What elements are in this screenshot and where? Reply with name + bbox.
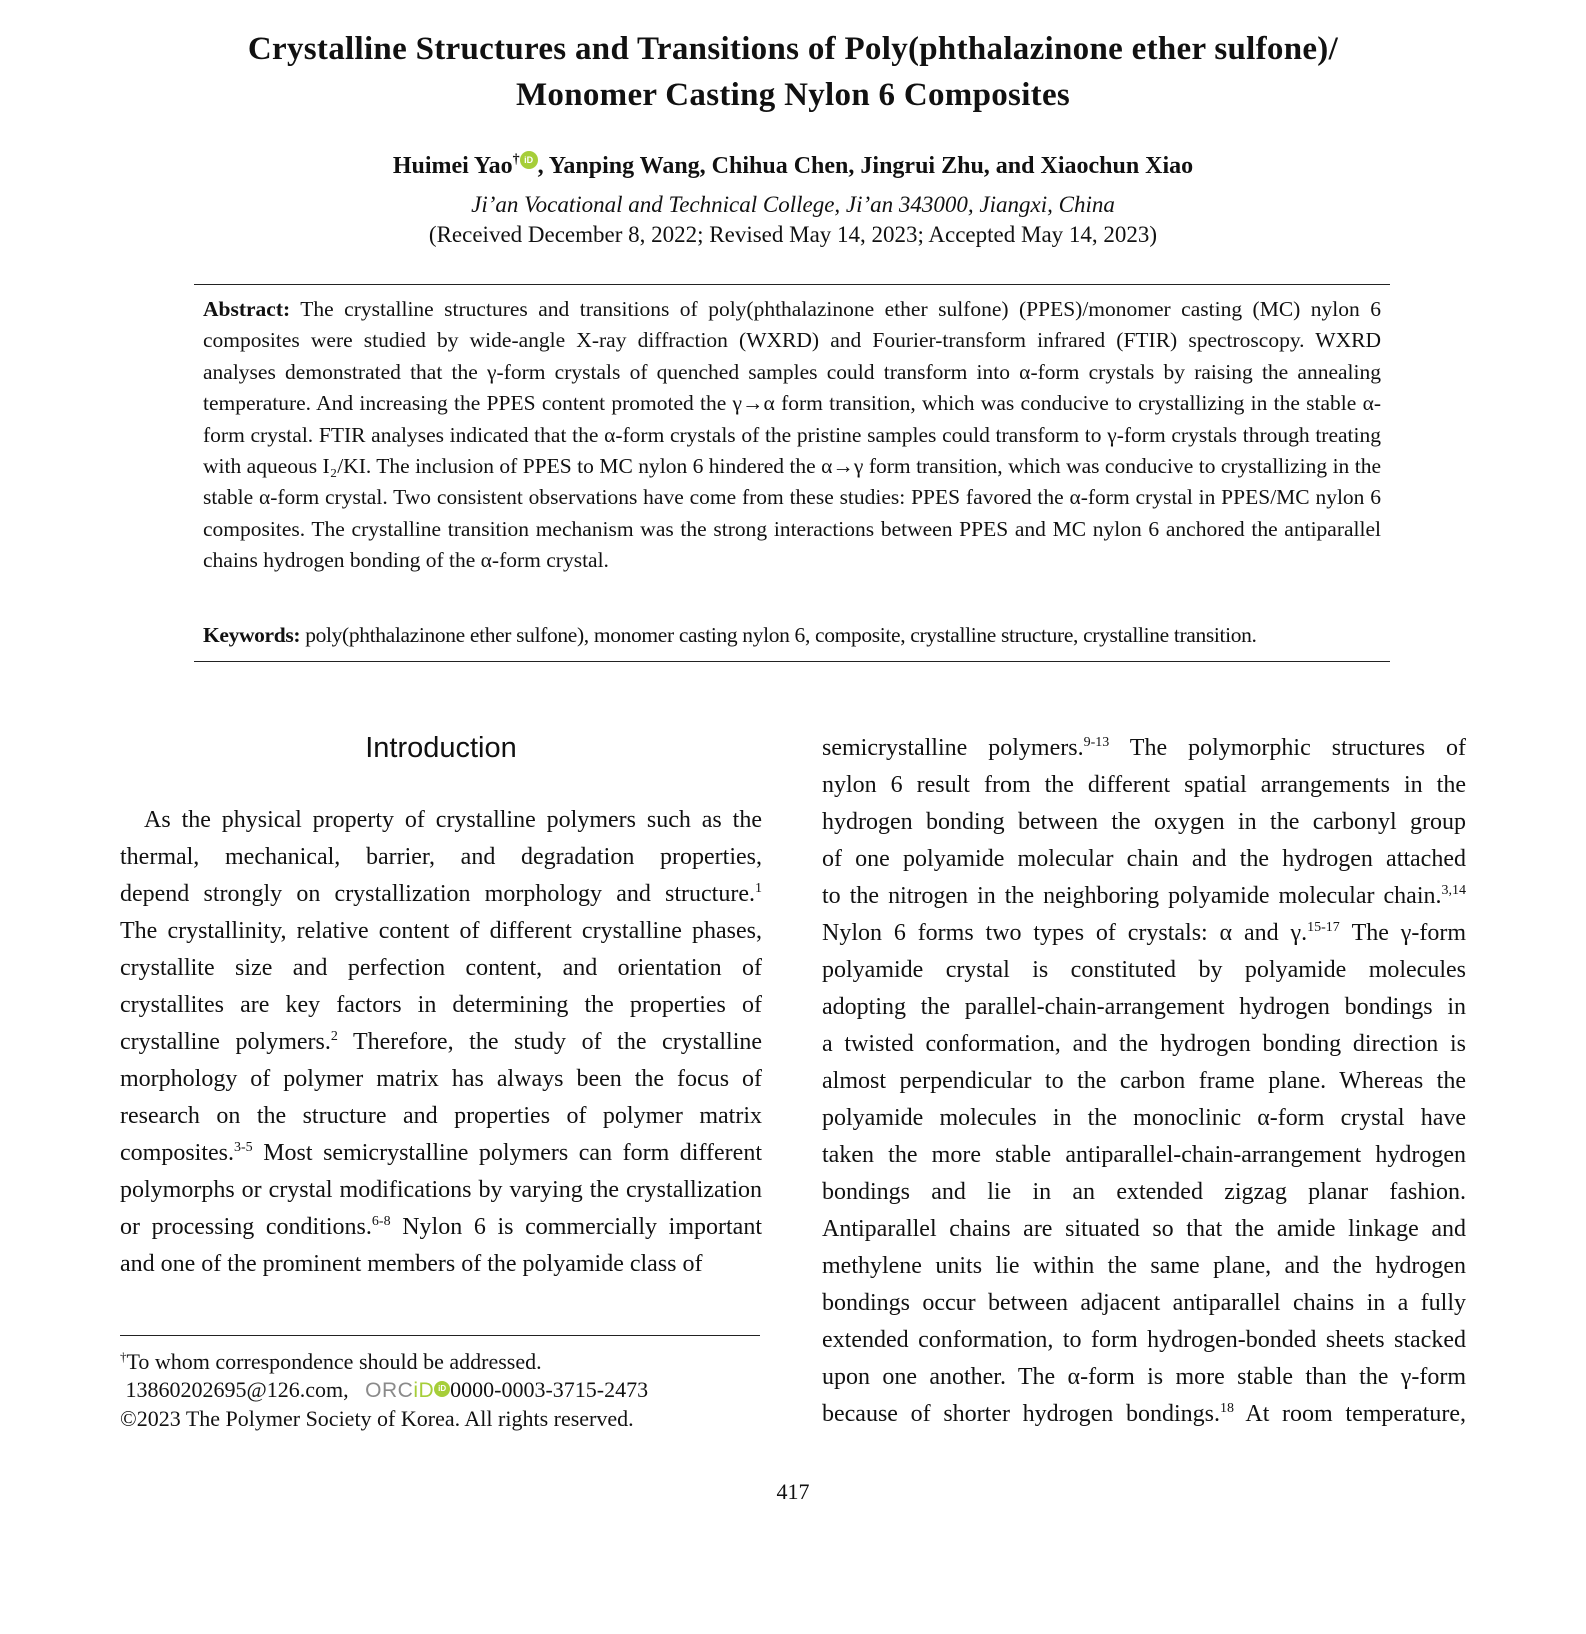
text-segment: bondings and lie in an extended zigzag planar fashion. bbox=[822, 1179, 1466, 1205]
text-segment: Antiparallel chains are situated so that the amide linkage and bbox=[822, 1216, 1466, 1242]
keywords-text: poly(phthalazinone ether sulfone), monomer casting nylon 6, composite, crystalline structure, crystalline transition. bbox=[305, 623, 1257, 647]
text-segment: of one polyamide molecular chain and the hydrogen attached bbox=[822, 846, 1466, 872]
footnote-rule bbox=[120, 1335, 760, 1336]
orcid-logo bbox=[365, 1379, 434, 1402]
paper-title-line-2: Monomer Casting Nylon 6 Composites bbox=[515, 77, 1071, 113]
text-line bbox=[120, 1135, 762, 1172]
orcid-logo-id: iD bbox=[413, 1379, 435, 1402]
text-segment: bondings occur between adjacent antiparallel chains in a fully bbox=[822, 1290, 1466, 1316]
text-line bbox=[120, 1172, 762, 1209]
text-segment: research on the structure and properties of polymer matrix bbox=[120, 1103, 762, 1129]
text-segment: polyamide molecules in the monoclinic α-form crystal have bbox=[822, 1105, 1466, 1131]
text-line bbox=[822, 1174, 1466, 1211]
orcid-icon-footnote[interactable]: iD bbox=[434, 1381, 450, 1397]
citation-ref[interactable]: 6-8 bbox=[371, 1214, 391, 1229]
text-segment: because of shorter hydrogen bondings. bbox=[822, 1401, 1220, 1427]
text-segment: upon one another. The α-form is more stable than the γ-form bbox=[822, 1364, 1466, 1390]
text-segment: The crystallinity, relative content of different crystalline phases, bbox=[120, 918, 762, 944]
text-line bbox=[822, 767, 1466, 804]
right-column-text bbox=[822, 730, 1466, 1433]
page-number: 417 bbox=[776, 1479, 810, 1504]
keywords-label: Keywords: bbox=[203, 623, 301, 647]
keywords bbox=[203, 620, 1388, 650]
abstract-top-rule bbox=[194, 284, 1390, 285]
text-segment: a twisted conformation, and the hydrogen bonding direction is bbox=[822, 1031, 1466, 1057]
text-segment: The polymorphic structures of bbox=[1109, 735, 1467, 761]
corresponding-mark: † bbox=[512, 152, 520, 167]
text-line bbox=[120, 876, 762, 913]
footnote-copyright: ©2023 The Polymer Society of Korea. All rights reserved. bbox=[120, 1406, 634, 1431]
footnote-mark: † bbox=[120, 1349, 127, 1364]
text-segment: crystalline polymers. bbox=[120, 1029, 331, 1055]
text-segment: semicrystalline polymers. bbox=[822, 735, 1084, 761]
text-segment: polymorphs or crystal modifications by varying the crystallization bbox=[120, 1177, 762, 1203]
text-segment: Therefore, the study of the crystalline bbox=[337, 1029, 763, 1055]
abstract-label: Abstract: bbox=[203, 297, 291, 321]
left-column-text bbox=[120, 802, 762, 1283]
text-segment: nylon 6 result from the different spatial arrangements in the bbox=[822, 772, 1466, 798]
text-line bbox=[822, 1396, 1466, 1433]
text-line bbox=[120, 950, 762, 987]
citation-ref[interactable]: 3-5 bbox=[234, 1140, 253, 1155]
abstract-bottom-rule bbox=[194, 661, 1390, 662]
text-line bbox=[822, 1063, 1466, 1100]
text-line bbox=[822, 1211, 1466, 1248]
text-segment: almost perpendicular to the carbon frame plane. Whereas the bbox=[822, 1068, 1466, 1094]
text-line bbox=[822, 730, 1466, 767]
paper-title bbox=[0, 26, 1586, 118]
text-segment: Nylon 6 is commercially important bbox=[390, 1214, 763, 1240]
citation-ref[interactable]: 15-17 bbox=[1307, 920, 1340, 935]
text-line bbox=[120, 987, 762, 1024]
text-segment: As the physical property of crystalline polymers such as the bbox=[144, 807, 762, 833]
orcid-icon[interactable]: iD bbox=[520, 151, 538, 169]
text-line bbox=[822, 878, 1466, 915]
text-line bbox=[822, 915, 1466, 952]
text-line bbox=[822, 1248, 1466, 1285]
text-line bbox=[120, 913, 762, 950]
text-segment: hydrogen bonding between the oxygen in the carbonyl group bbox=[822, 809, 1466, 835]
orcid-logo-text: ORC bbox=[365, 1379, 414, 1402]
text-segment: to the nitrogen in the neighboring polyamide molecular chain. bbox=[822, 883, 1442, 909]
text-line bbox=[822, 952, 1466, 989]
received-dates: (Received December 8, 2022; Revised May 14, 2023; Accepted May 14, 2023) bbox=[428, 222, 1158, 247]
text-segment: The γ-form bbox=[1339, 920, 1467, 946]
affiliation: Ji’an Vocational and Technical College, Ji’an 343000, Jiangxi, China bbox=[471, 192, 1115, 217]
citation-ref[interactable]: 18 bbox=[1220, 1401, 1234, 1416]
text-line bbox=[822, 1137, 1466, 1174]
paper-title-line-1: Crystalline Structures and Transitions of Poly(phthalazinone ether sulfone)/ bbox=[247, 31, 1339, 67]
section-heading-introduction: Introduction bbox=[365, 732, 517, 764]
text-line bbox=[822, 1322, 1466, 1359]
text-segment: depend strongly on crystallization morphology and structure. bbox=[120, 881, 755, 907]
text-line bbox=[822, 1359, 1466, 1396]
text-line bbox=[822, 804, 1466, 841]
text-line bbox=[822, 1026, 1466, 1063]
author-list bbox=[0, 150, 1586, 182]
text-segment: Most semicrystalline polymers can form different bbox=[252, 1140, 762, 1166]
text-segment: crystallite size and perfection content, and orientation of bbox=[120, 955, 762, 981]
text-segment: polyamide crystal is constituted by polyamide molecules bbox=[822, 957, 1466, 983]
text-line bbox=[120, 1209, 762, 1246]
text-line bbox=[120, 1246, 762, 1283]
footnote-orcid-id[interactable]: 0000-0003-3715-2473 bbox=[450, 1377, 649, 1402]
text-segment: taken the more stable antiparallel-chain-arrangement hydrogen bbox=[822, 1142, 1466, 1168]
author-first: Huimei Yao bbox=[392, 153, 513, 179]
footnote-email[interactable]: 13860202695@126.com, bbox=[125, 1377, 349, 1402]
footnote bbox=[120, 1348, 780, 1433]
footnote-correspondence: To whom correspondence should be addressed. bbox=[126, 1349, 542, 1374]
citation-ref[interactable]: 9-13 bbox=[1083, 735, 1110, 750]
abstract-text: The crystalline structures and transitions of poly(phthalazinone ether sulfone) (PPES)/monomer casting (MC) nylon 6 composites were studied by wide-angle X-ray diffraction (WXRD) and Fourier-transform infrared (FTIR) spectroscopy. WXRD analyses demonstrated that the γ-form crystals of quenched samples could transform into α-form crystals by raising the annealing temperature. And increasing the PPES content promoted the γ→α form transition, which was conducive to crystallizing in the stable α-form crystal. FTIR analyses indicated that the α-form crystals of the pristine samples could transform to γ-form crystals through treating with aqueous I₂/KI. The inclusion of PPES to MC nylon 6 hindered the α→γ form transition, which was conducive to crystallizing in the stable α-form crystal. Two consistent observations have come from these studies: PPES favored the α-form crystal in PPES/MC nylon 6 composites. The crystalline transition mechanism was the strong interactions between PPES and MC nylon 6 anchored the antiparallel chains hydrogen bonding of the α-form crystal. bbox=[203, 297, 1381, 573]
abstract bbox=[203, 294, 1381, 577]
text-segment: morphology of polymer matrix has always been the focus of bbox=[120, 1066, 762, 1092]
citation-ref[interactable]: 1 bbox=[755, 881, 762, 896]
text-segment: composites. bbox=[120, 1140, 234, 1166]
text-line bbox=[120, 802, 762, 839]
text-line bbox=[120, 1024, 762, 1061]
text-line bbox=[120, 1061, 762, 1098]
text-segment: crystallites are key factors in determining the properties of bbox=[120, 992, 762, 1018]
text-segment: and one of the prominent members of the polyamide class of bbox=[120, 1251, 703, 1277]
text-line bbox=[822, 841, 1466, 878]
text-line bbox=[822, 1285, 1466, 1322]
author-rest: , Yanping Wang, Chihua Chen, Jingrui Zhu, and Xiaochun Xiao bbox=[537, 153, 1194, 179]
text-line bbox=[120, 1098, 762, 1135]
text-line bbox=[120, 839, 762, 876]
text-segment: thermal, mechanical, barrier, and degradation properties, bbox=[120, 844, 762, 870]
text-segment: extended conformation, to form hydrogen-bonded sheets stacked bbox=[822, 1327, 1466, 1353]
text-segment: At room temperature, bbox=[1234, 1401, 1466, 1427]
citation-ref[interactable]: 2 bbox=[330, 1029, 338, 1044]
text-line bbox=[822, 989, 1466, 1026]
text-segment: Nylon 6 forms two types of crystals: α and γ. bbox=[822, 920, 1308, 946]
citation-ref[interactable]: 3,14 bbox=[1441, 883, 1466, 898]
text-segment: adopting the parallel-chain-arrangement hydrogen bondings in bbox=[822, 994, 1466, 1020]
text-segment: methylene units lie within the same plane, and the hydrogen bbox=[822, 1253, 1466, 1279]
text-segment: or processing conditions. bbox=[120, 1214, 372, 1240]
text-line bbox=[822, 1100, 1466, 1137]
